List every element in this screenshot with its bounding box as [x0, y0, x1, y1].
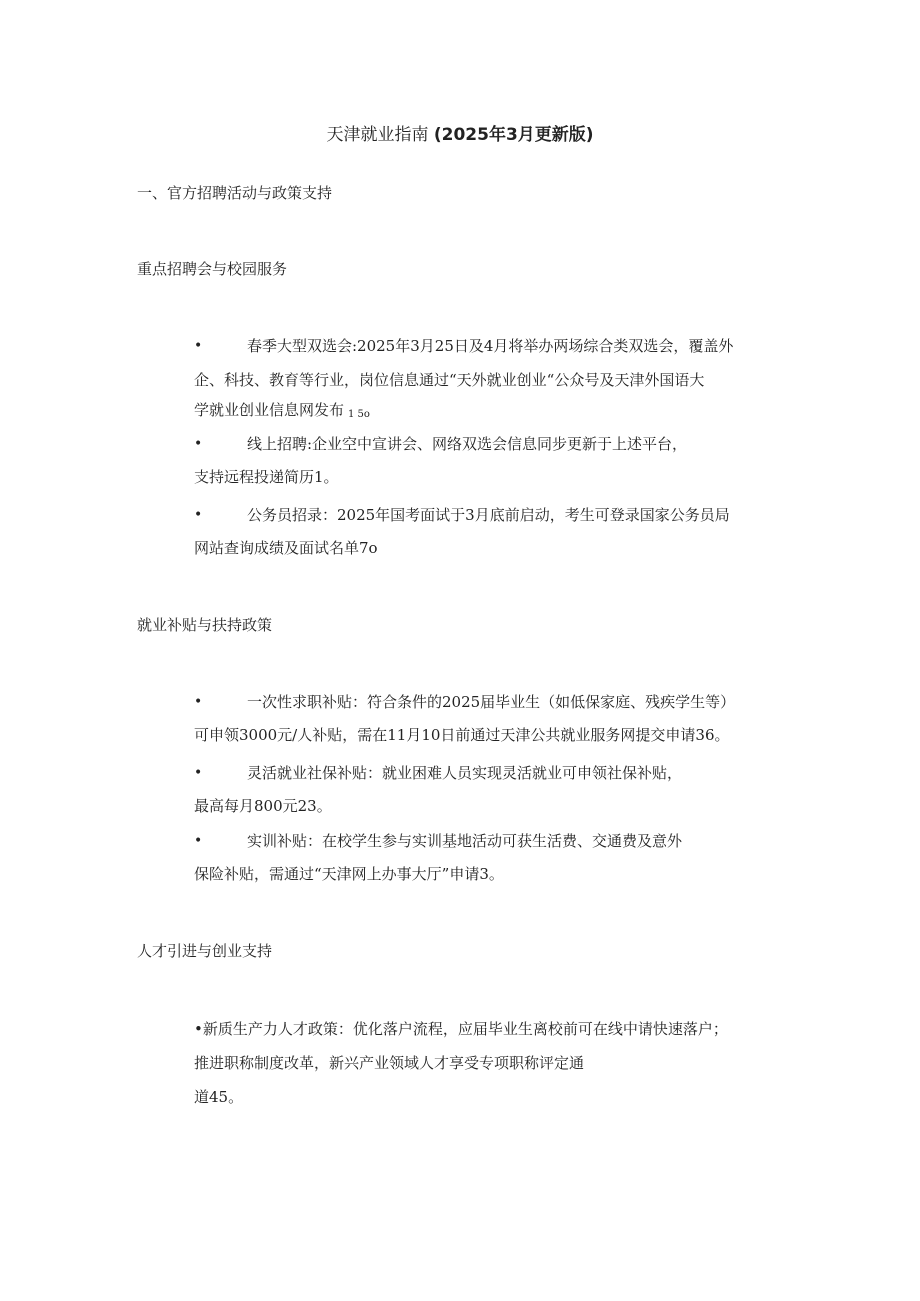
bullet-icon: •: [194, 507, 203, 523]
list-item-line: 线上招聘:企业空中宣讲会、网络双选会信息同步更新于上述平台，: [247, 435, 688, 453]
list-item-line: 春季大型双选会:2025年3月25日及4月将举办两场综合类双选会，覆盖外: [247, 337, 734, 355]
list-item-line: [194, 399, 370, 426]
section-heading-1: 一、官方招聘活动与政策支持: [137, 184, 333, 202]
list-item-line: 可申领3000元/人补贴，需在11月10日前通过天津公共就业服务网提交申请36。: [194, 726, 730, 744]
list-item-line: 支持远程投递简历1。: [194, 468, 339, 486]
bullet-icon: •: [194, 765, 203, 781]
list-item-line: 公务员招录：2025年国考面试于3月底前启动，考生可登录国家公务员局: [247, 506, 730, 524]
list-item-line: 保险补贴，需通过“天津网上办事大厅”申请3。: [194, 865, 504, 883]
bullet-icon: •: [194, 436, 203, 452]
title-main: 天津就业指南: [326, 125, 429, 145]
subsection-heading-recruitment: 重点招聘会与校园服务: [137, 260, 288, 278]
list-item-line: 道45。: [194, 1088, 244, 1106]
list-item-line: 实训补贴：在校学生参与实训基地活动可获生活费、交通费及意外: [247, 832, 683, 850]
list-item-line: 企、科技、教育等行业，岗位信息通过“天外就业创业“公众号及天津外国语大: [194, 371, 705, 389]
reference-mark: 1 5o: [348, 409, 370, 420]
bullet-icon: •: [194, 338, 203, 354]
bullet-icon: •: [194, 833, 203, 849]
list-item-line: 一次性求职补贴：符合条件的2025届毕业生（如低保家庭、残疾学生等）: [247, 693, 736, 711]
list-item-line: 最高每月800元23。: [194, 797, 332, 815]
page-title: [0, 123, 920, 147]
list-item-line: 网站查询成绩及面试名单7o: [194, 539, 378, 557]
list-item-line: 推进职称制度改革，新兴产业领域人才享受专项职称评定通: [194, 1054, 585, 1072]
list-item-line: •新质生产力人才政策：优化落户流程，应届毕业生离校前可在线中请快速落户；: [194, 1020, 728, 1038]
subsection-heading-subsidies: 就业补贴与扶持政策: [137, 616, 273, 634]
list-item-line: 灵活就业社保补贴：就业困难人员实现灵活就业可申领社保补贴，: [247, 764, 683, 782]
subsection-heading-talent: 人才引进与创业支持: [137, 942, 273, 960]
bullet-icon: •: [194, 694, 203, 710]
title-edition: (2025年3月更新版): [433, 125, 594, 145]
list-item-text: 学就业创业信息网发布: [194, 401, 345, 419]
